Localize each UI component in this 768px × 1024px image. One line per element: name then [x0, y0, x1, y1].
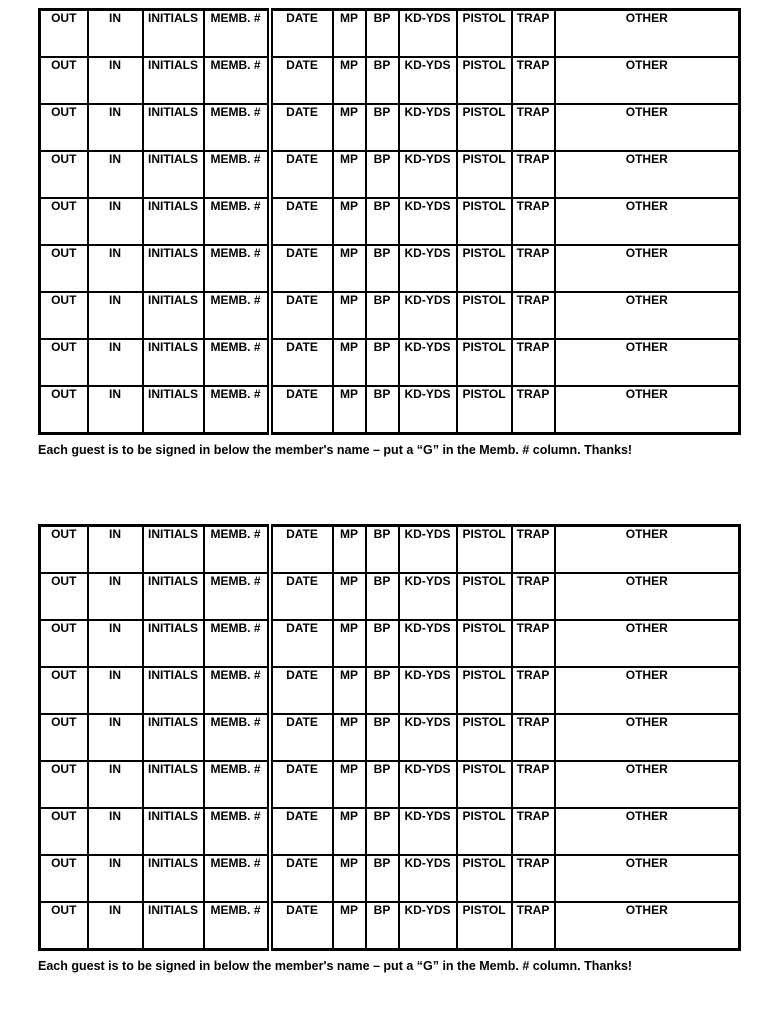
column-label-bp: BP [366, 808, 399, 855]
sign-in-table [38, 524, 741, 951]
column-label-date: DATE [270, 714, 333, 761]
column-label-out: OUT [40, 292, 88, 339]
column-label-out: OUT [40, 573, 88, 620]
column-label-other: OTHER [555, 339, 740, 386]
column-label-initials: INITIALS [143, 855, 204, 902]
column-label-mp: MP [333, 104, 366, 151]
column-label-pistol: PISTOL [457, 902, 512, 950]
column-label-bp: BP [366, 386, 399, 434]
column-label-date: DATE [270, 292, 333, 339]
column-label-memb: MEMB. # [204, 10, 270, 58]
column-label-kd-yds: KD-YDS [399, 386, 457, 434]
column-label-other: OTHER [555, 245, 740, 292]
column-label-out: OUT [40, 526, 88, 574]
column-label-mp: MP [333, 386, 366, 434]
table-row [40, 808, 740, 855]
column-label-out: OUT [40, 386, 88, 434]
column-label-memb: MEMB. # [204, 339, 270, 386]
column-label-memb: MEMB. # [204, 620, 270, 667]
table-row [40, 10, 740, 58]
column-label-trap: TRAP [512, 57, 555, 104]
column-label-kd-yds: KD-YDS [399, 339, 457, 386]
table-row [40, 667, 740, 714]
column-label-memb: MEMB. # [204, 855, 270, 902]
column-label-bp: BP [366, 526, 399, 574]
column-label-initials: INITIALS [143, 104, 204, 151]
column-label-in: IN [88, 761, 143, 808]
column-label-initials: INITIALS [143, 292, 204, 339]
column-label-date: DATE [270, 620, 333, 667]
column-label-initials: INITIALS [143, 761, 204, 808]
column-label-trap: TRAP [512, 714, 555, 761]
column-label-kd-yds: KD-YDS [399, 620, 457, 667]
table-row [40, 104, 740, 151]
column-label-pistol: PISTOL [457, 245, 512, 292]
column-label-out: OUT [40, 10, 88, 58]
column-label-memb: MEMB. # [204, 526, 270, 574]
column-label-pistol: PISTOL [457, 620, 512, 667]
column-label-mp: MP [333, 151, 366, 198]
column-label-memb: MEMB. # [204, 667, 270, 714]
column-label-date: DATE [270, 151, 333, 198]
column-label-out: OUT [40, 104, 88, 151]
column-label-memb: MEMB. # [204, 386, 270, 434]
column-label-bp: BP [366, 198, 399, 245]
sign-in-table [38, 8, 741, 435]
column-label-other: OTHER [555, 902, 740, 950]
column-label-kd-yds: KD-YDS [399, 902, 457, 950]
column-label-in: IN [88, 339, 143, 386]
column-label-pistol: PISTOL [457, 808, 512, 855]
column-label-bp: BP [366, 10, 399, 58]
column-label-pistol: PISTOL [457, 57, 512, 104]
column-label-mp: MP [333, 714, 366, 761]
column-label-memb: MEMB. # [204, 57, 270, 104]
column-label-bp: BP [366, 620, 399, 667]
column-label-trap: TRAP [512, 339, 555, 386]
column-label-out: OUT [40, 855, 88, 902]
column-label-initials: INITIALS [143, 573, 204, 620]
column-label-date: DATE [270, 104, 333, 151]
column-label-trap: TRAP [512, 386, 555, 434]
column-label-other: OTHER [555, 292, 740, 339]
column-label-bp: BP [366, 761, 399, 808]
table-row [40, 386, 740, 434]
column-label-kd-yds: KD-YDS [399, 573, 457, 620]
column-label-mp: MP [333, 667, 366, 714]
column-label-date: DATE [270, 386, 333, 434]
column-label-date: DATE [270, 198, 333, 245]
column-label-pistol: PISTOL [457, 339, 512, 386]
column-label-initials: INITIALS [143, 526, 204, 574]
column-label-kd-yds: KD-YDS [399, 198, 457, 245]
column-label-kd-yds: KD-YDS [399, 104, 457, 151]
column-label-out: OUT [40, 57, 88, 104]
column-label-kd-yds: KD-YDS [399, 808, 457, 855]
column-label-trap: TRAP [512, 292, 555, 339]
column-label-pistol: PISTOL [457, 667, 512, 714]
column-label-mp: MP [333, 245, 366, 292]
column-label-initials: INITIALS [143, 339, 204, 386]
column-label-initials: INITIALS [143, 714, 204, 761]
column-label-out: OUT [40, 808, 88, 855]
column-label-memb: MEMB. # [204, 808, 270, 855]
column-label-pistol: PISTOL [457, 714, 512, 761]
column-label-other: OTHER [555, 57, 740, 104]
column-label-memb: MEMB. # [204, 151, 270, 198]
column-label-memb: MEMB. # [204, 104, 270, 151]
column-label-pistol: PISTOL [457, 526, 512, 574]
column-label-initials: INITIALS [143, 808, 204, 855]
column-label-trap: TRAP [512, 855, 555, 902]
column-label-in: IN [88, 245, 143, 292]
column-label-pistol: PISTOL [457, 855, 512, 902]
column-label-initials: INITIALS [143, 245, 204, 292]
column-label-initials: INITIALS [143, 620, 204, 667]
column-label-date: DATE [270, 10, 333, 58]
column-label-out: OUT [40, 902, 88, 950]
column-label-memb: MEMB. # [204, 761, 270, 808]
column-label-out: OUT [40, 339, 88, 386]
table-row [40, 151, 740, 198]
column-label-other: OTHER [555, 714, 740, 761]
column-label-bp: BP [366, 339, 399, 386]
column-label-in: IN [88, 808, 143, 855]
column-label-trap: TRAP [512, 198, 555, 245]
column-label-pistol: PISTOL [457, 386, 512, 434]
column-label-other: OTHER [555, 151, 740, 198]
guest-sign-in-note: Each guest is to be signed in below the member's name – put a “G” in the Memb. # column. Thanks! [38, 959, 633, 973]
column-label-kd-yds: KD-YDS [399, 151, 457, 198]
column-label-bp: BP [366, 667, 399, 714]
column-label-trap: TRAP [512, 902, 555, 950]
column-label-trap: TRAP [512, 573, 555, 620]
column-label-trap: TRAP [512, 667, 555, 714]
column-label-other: OTHER [555, 667, 740, 714]
table-row [40, 620, 740, 667]
table-row [40, 573, 740, 620]
column-label-in: IN [88, 10, 143, 58]
column-label-other: OTHER [555, 386, 740, 434]
column-label-initials: INITIALS [143, 151, 204, 198]
column-label-kd-yds: KD-YDS [399, 245, 457, 292]
table-row [40, 292, 740, 339]
column-label-bp: BP [366, 573, 399, 620]
column-label-trap: TRAP [512, 245, 555, 292]
column-label-other: OTHER [555, 620, 740, 667]
column-label-in: IN [88, 57, 143, 104]
column-label-in: IN [88, 667, 143, 714]
column-label-memb: MEMB. # [204, 902, 270, 950]
column-label-other: OTHER [555, 10, 740, 58]
column-label-in: IN [88, 104, 143, 151]
column-label-trap: TRAP [512, 526, 555, 574]
table-row [40, 57, 740, 104]
column-label-date: DATE [270, 526, 333, 574]
table-row [40, 714, 740, 761]
column-label-pistol: PISTOL [457, 151, 512, 198]
column-label-trap: TRAP [512, 620, 555, 667]
column-label-pistol: PISTOL [457, 104, 512, 151]
guest-sign-in-note: Each guest is to be signed in below the member's name – put a “G” in the Memb. # column. Thanks! [38, 443, 633, 457]
column-label-date: DATE [270, 808, 333, 855]
column-label-kd-yds: KD-YDS [399, 292, 457, 339]
column-label-in: IN [88, 855, 143, 902]
column-label-mp: MP [333, 198, 366, 245]
column-label-in: IN [88, 573, 143, 620]
column-label-initials: INITIALS [143, 667, 204, 714]
column-label-in: IN [88, 902, 143, 950]
column-label-pistol: PISTOL [457, 573, 512, 620]
column-label-out: OUT [40, 620, 88, 667]
column-label-other: OTHER [555, 761, 740, 808]
column-label-initials: INITIALS [143, 902, 204, 950]
column-label-pistol: PISTOL [457, 292, 512, 339]
column-label-out: OUT [40, 667, 88, 714]
table-row [40, 526, 740, 574]
column-label-other: OTHER [555, 808, 740, 855]
sign-in-sheet-bottom [38, 524, 738, 973]
column-label-out: OUT [40, 245, 88, 292]
column-label-mp: MP [333, 573, 366, 620]
column-label-other: OTHER [555, 104, 740, 151]
column-label-kd-yds: KD-YDS [399, 57, 457, 104]
column-label-pistol: PISTOL [457, 10, 512, 58]
column-label-kd-yds: KD-YDS [399, 761, 457, 808]
column-label-in: IN [88, 620, 143, 667]
column-label-memb: MEMB. # [204, 198, 270, 245]
column-label-out: OUT [40, 151, 88, 198]
sign-in-sheet-top [38, 8, 738, 457]
table-row [40, 902, 740, 950]
column-label-mp: MP [333, 808, 366, 855]
column-label-trap: TRAP [512, 761, 555, 808]
column-label-date: DATE [270, 902, 333, 950]
column-label-bp: BP [366, 57, 399, 104]
column-label-mp: MP [333, 10, 366, 58]
column-label-memb: MEMB. # [204, 292, 270, 339]
column-label-kd-yds: KD-YDS [399, 526, 457, 574]
table-row [40, 339, 740, 386]
column-label-bp: BP [366, 292, 399, 339]
table-row [40, 245, 740, 292]
column-label-date: DATE [270, 855, 333, 902]
column-label-trap: TRAP [512, 104, 555, 151]
column-label-kd-yds: KD-YDS [399, 667, 457, 714]
column-label-date: DATE [270, 339, 333, 386]
column-label-trap: TRAP [512, 10, 555, 58]
column-label-in: IN [88, 151, 143, 198]
column-label-bp: BP [366, 151, 399, 198]
column-label-bp: BP [366, 855, 399, 902]
column-label-bp: BP [366, 104, 399, 151]
column-label-in: IN [88, 386, 143, 434]
column-label-initials: INITIALS [143, 57, 204, 104]
column-label-bp: BP [366, 714, 399, 761]
column-label-mp: MP [333, 339, 366, 386]
column-label-bp: BP [366, 245, 399, 292]
column-label-other: OTHER [555, 198, 740, 245]
column-label-mp: MP [333, 855, 366, 902]
column-label-mp: MP [333, 526, 366, 574]
column-label-mp: MP [333, 292, 366, 339]
column-label-date: DATE [270, 57, 333, 104]
column-label-other: OTHER [555, 573, 740, 620]
column-label-bp: BP [366, 902, 399, 950]
column-label-kd-yds: KD-YDS [399, 855, 457, 902]
column-label-in: IN [88, 292, 143, 339]
column-label-trap: TRAP [512, 151, 555, 198]
column-label-mp: MP [333, 57, 366, 104]
column-label-in: IN [88, 526, 143, 574]
column-label-memb: MEMB. # [204, 245, 270, 292]
column-label-out: OUT [40, 761, 88, 808]
column-label-memb: MEMB. # [204, 573, 270, 620]
column-label-out: OUT [40, 714, 88, 761]
table-row [40, 855, 740, 902]
column-label-mp: MP [333, 761, 366, 808]
column-label-mp: MP [333, 620, 366, 667]
column-label-date: DATE [270, 245, 333, 292]
column-label-kd-yds: KD-YDS [399, 10, 457, 58]
column-label-pistol: PISTOL [457, 761, 512, 808]
column-label-other: OTHER [555, 855, 740, 902]
column-label-in: IN [88, 198, 143, 245]
column-label-out: OUT [40, 198, 88, 245]
column-label-initials: INITIALS [143, 10, 204, 58]
column-label-date: DATE [270, 761, 333, 808]
column-label-other: OTHER [555, 526, 740, 574]
column-label-initials: INITIALS [143, 198, 204, 245]
column-label-initials: INITIALS [143, 386, 204, 434]
table-row [40, 198, 740, 245]
column-label-kd-yds: KD-YDS [399, 714, 457, 761]
column-label-memb: MEMB. # [204, 714, 270, 761]
column-label-pistol: PISTOL [457, 198, 512, 245]
table-row [40, 761, 740, 808]
column-label-mp: MP [333, 902, 366, 950]
column-label-date: DATE [270, 667, 333, 714]
column-label-date: DATE [270, 573, 333, 620]
column-label-in: IN [88, 714, 143, 761]
column-label-trap: TRAP [512, 808, 555, 855]
